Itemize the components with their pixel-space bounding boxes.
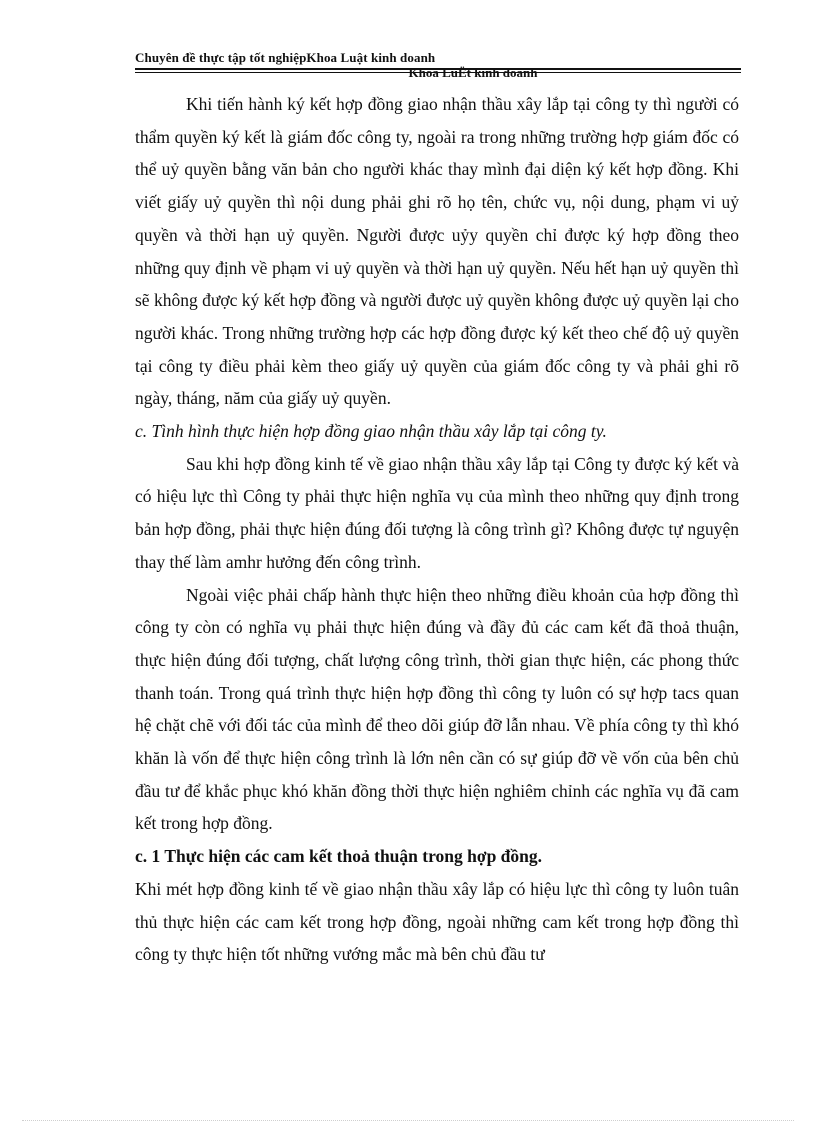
paragraph-authorization: Khi tiến hành ký kết hợp đồng giao nhận thầu xây lắp tại công ty thì người có thẩm quyền ký kết là giám đốc công ty, ngoài ra trong những trường hợp giám đốc có thể uỷ quyền bằng văn bản cho người khác thay mình đại diện ký kết hợp đồng. Khi viết giấy uỷ quyền thì nội dung phải ghi rõ họ tên, chức vụ, nội dung, phạm vi uỷ quyền và thời hạn uỷ quyền. Người được uỷy quyền chỉ được ký hợp đồng theo những quy định về phạm vi uỷ quyền và thời hạn uỷ quyền. Nếu hết hạn uỷ quyền thì sẽ không được ký kết hợp đồng và người được uỷ quyền không được uỷ quyền lại cho người khác. Trong những trường hợp các hợp đồng được ký kết theo chế độ uỷ quyền tại công ty điều phải kèm theo giấy uỷ quyền của giám đốc công ty và phải ghi rõ ngày, tháng, năm của giấy uỷ quyền. <box>135 94 739 409</box>
document-body <box>135 88 739 971</box>
header-rule-thin <box>135 72 741 73</box>
page-bottom-divider <box>22 1120 794 1121</box>
paragraph-commitments: Khi mét hợp đồng kinh tế về giao nhận thầu xây lắp có hiệu lực thì công ty luôn tuân thủ thực hiện các cam kết trong hợp đồng, ngoài những cam kết trong hợp đồng thì công ty thực hiện tốt những vướng mắc mà bên chủ đầu tư <box>135 878 739 965</box>
section-heading-c1: c. 1 Thực hiện các cam kết thoả thuận trong hợp đồng. <box>135 846 543 867</box>
header-rule-thick <box>135 68 741 70</box>
paragraph-contract-effect: Sau khi hợp đồng kinh tế về giao nhận thầu xây lắp tại Công ty được ký kết và có hiệu lực thì Công ty phải thực hiện nghĩa vụ của mình theo những quy định trong bản hợp đồng, phải thực hiện đúng đối tượng là công trình gì? Không được tự nguyện thay thế làm amhr hưởng đến công trình. <box>135 453 739 572</box>
page-header <box>135 50 741 80</box>
header-title: Chuyên đề thực tập tốt nghiệpKhoa Luật kinh doanh <box>135 50 436 65</box>
section-heading-c: c. Tình hình thực hiện hợp đồng giao nhận thầu xây lắp tại công ty. <box>135 421 607 442</box>
header-subtitle: Khoa LuËt kinh doanh <box>408 65 538 80</box>
paragraph-obligations: Ngoài việc phải chấp hành thực hiện theo những điều khoản của hợp đồng thì công ty còn có nghĩa vụ phải thực hiện đúng và đầy đủ các cam kết đã thoả thuận, thực hiện đúng đối tượng, chất lượng công trình, thời gian thực hiện, các phong thức thanh toán. Trong quá trình thực hiện hợp đồng thì công ty luôn có sự hợp tacs quan hệ chặt chẽ với đối tác của mình để theo dõi giúp đỡ lẫn nhau. Về phía công ty thì khó khăn là vốn để thực hiện công trình là lớn nên cần có sự giúp đỡ về vốn của bên chủ đầu tư để khắc phục khó khăn đồng thời thực hiện nghiêm chỉnh các nghĩa vụ đã cam kết trong hợp đồng. <box>135 584 739 834</box>
